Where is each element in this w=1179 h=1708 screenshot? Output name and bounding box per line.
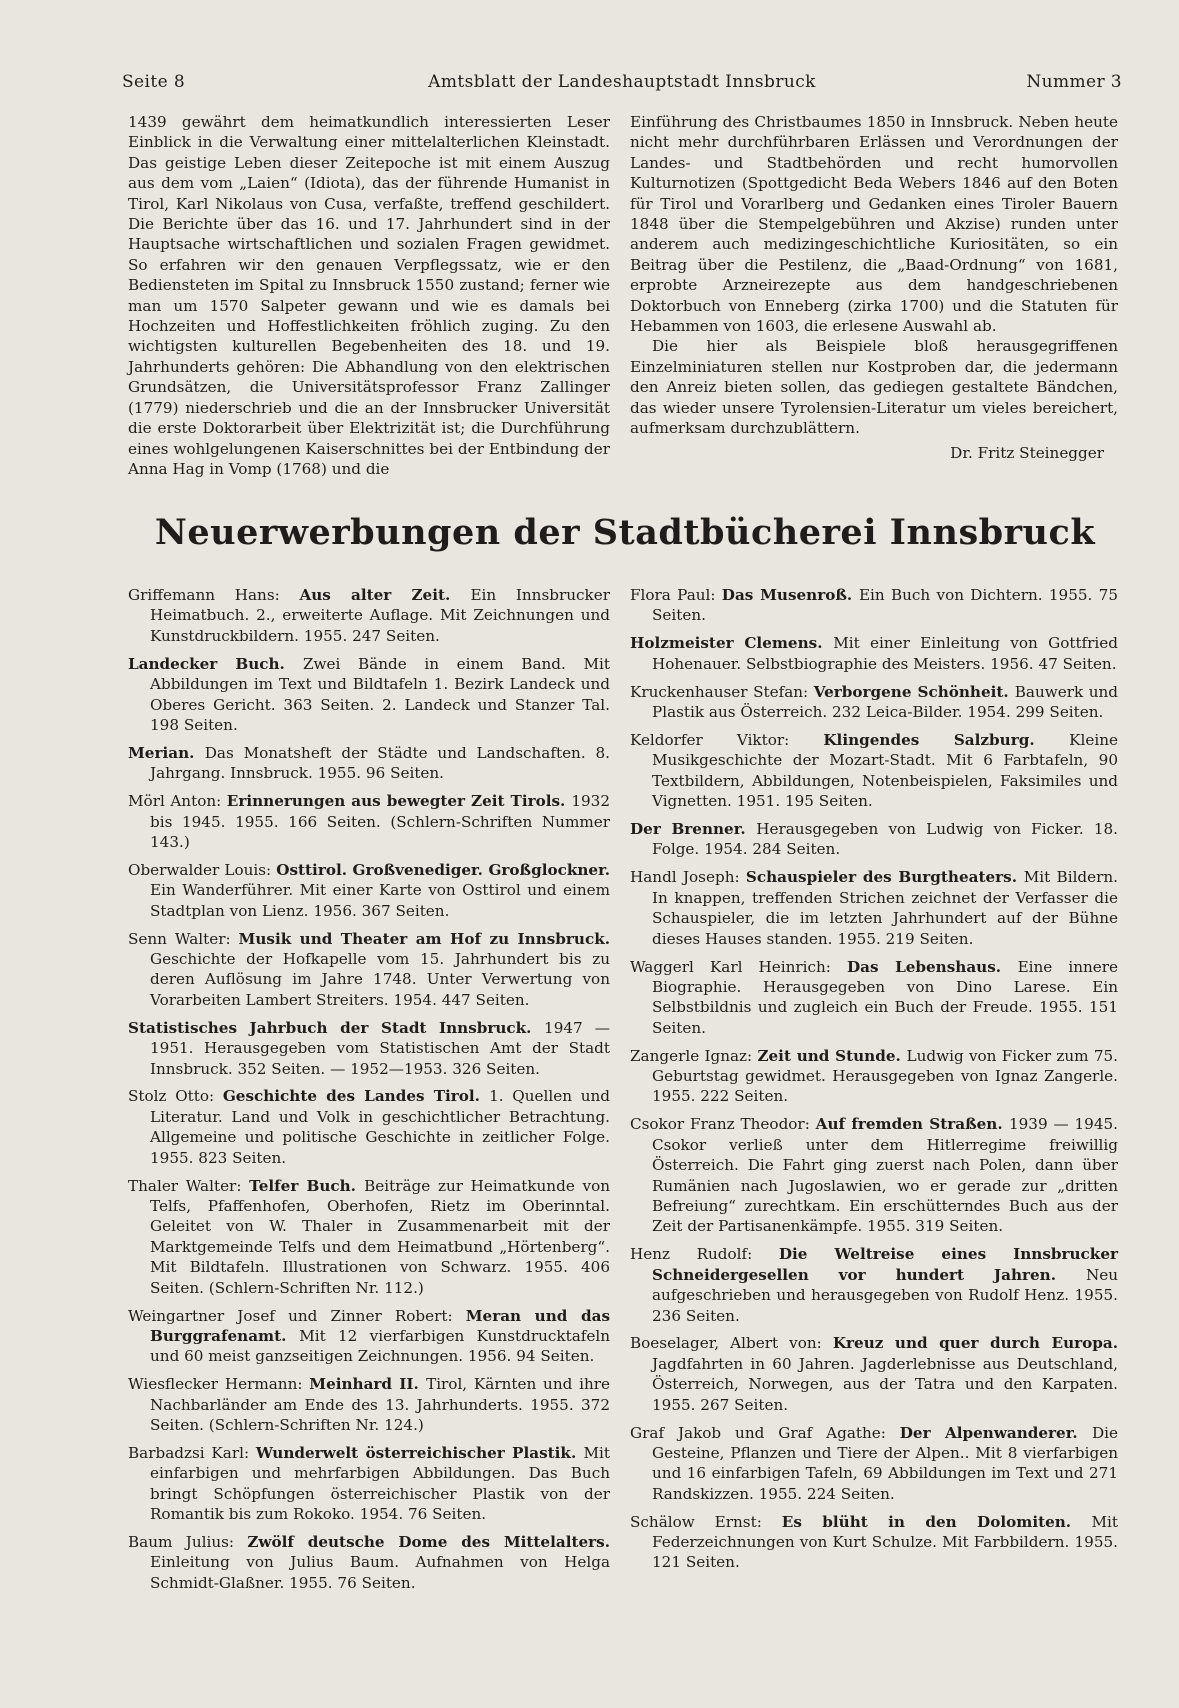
intro-paragraph: Die hier als Beispiele bloß herausgegriffenen Einzelminiaturen stellen nur Kostproben dar, die jedermann den Anreiz bieten sollen, das gediegen gestaltete Bändchen, das wieder unsere Tyrolensien-Literatur um vieles bereichert, aufmerksam durchzublättern. xyxy=(630,337,1118,438)
book-details: Kleine Musikgeschichte der Mozart-Stadt. Mit 6 Farbtafeln, 90 Textbildern, Abbildungen, Notenbeispielen, Faksimiles und Vignetten. 1951. 195 Seiten. xyxy=(652,730,1118,811)
book-details: Ein Innsbrucker Heimatbuch. 2., erweiterte Auflage. Mit Zeichnungen und Kunstdruckbildern. 1955. 247 Seiten. xyxy=(150,586,610,645)
book-entry xyxy=(630,1046,1118,1107)
book-author: Flora Paul: xyxy=(630,586,722,604)
book-title: Es blüht in den Dolomiten. xyxy=(781,1512,1092,1531)
book-title: Kreuz und quer durch Europa. xyxy=(832,1334,1118,1353)
book-title: Klingendes Salzburg. xyxy=(823,730,1070,749)
book-title: Osttirol. Großvenediger. Großglockner. xyxy=(276,860,610,879)
book-details: Beiträge zur Heimatkunde von Telfs, Pfaffenhofen, Oberhofen, Rietz im Oberinntal. Geleitet von W. Thaler in Zusammenarbeit mit der Marktgemeinde Telfs und dem Heimatbund „Hörtenberg“. Mit Bildtafeln. Illustrationen von Schwarz. 1955. 406 Seiten. (Schlern-Schriften Nr. 112.) xyxy=(150,1176,611,1297)
book-title: Meran und das Burggrafenamt. xyxy=(150,1306,610,1345)
book-author: Senn Walter: xyxy=(128,929,239,948)
book-title: Telfer Buch. xyxy=(249,1176,365,1195)
book-details: Bauwerk und Plastik aus Österreich. 232 Leica-Bilder. 1954. 299 Seiten. xyxy=(652,682,1119,722)
journal-title: Amtsblatt der Landeshauptstadt Innsbruck xyxy=(428,72,816,92)
book-details: 1. Quellen und Literatur. Land und Volk in geschichtlicher Betrachtung. Allgemeine und politische Geschichte in zeitlicher Folge. 1955. 823 Seiten. xyxy=(150,1087,610,1167)
book-entry xyxy=(630,1512,1118,1573)
book-entry xyxy=(630,1114,1118,1236)
book-title: Das Lebenshaus. xyxy=(846,957,1018,976)
book-entry xyxy=(128,1374,610,1435)
book-author: Weingartner Josef und Zinner Robert: xyxy=(128,1306,466,1325)
book-entry xyxy=(128,1443,610,1525)
book-details: Einleitung von Julius Baum. Aufnahmen von Helga Schmidt-Glaßner. 1955. 76 Seiten. xyxy=(150,1553,610,1592)
book-details: 1939 — 1945. Csokor verließ unter dem Hitlerregime freiwillig Österreich. Die Fahrt ging zuerst nach Polen, dann über Rumänien nach Jugoslawien, wo er gerade zur „dritten Befreiung“ zurechtkam. Ein erschütterndes Buch aus der Zeit der Partisanenkämpfe. 1955. 319 Seiten. xyxy=(652,1115,1118,1236)
book-title: Der Alpenwanderer. xyxy=(899,1423,1092,1442)
book-title: Auf fremden Straßen. xyxy=(815,1115,1009,1134)
book-entry xyxy=(630,1423,1118,1505)
author-signature: Dr. Fritz Steinegger xyxy=(950,443,1104,462)
book-author: Graf Jakob und Graf Agathe: xyxy=(630,1423,900,1442)
book-author: Wiesflecker Hermann: xyxy=(128,1375,310,1394)
book-title: Erinnerungen aus bewegter Zeit Tirols. xyxy=(226,792,572,811)
book-author: Henz Rudolf: xyxy=(630,1245,779,1264)
book-entry xyxy=(128,860,610,921)
book-entry xyxy=(630,682,1118,723)
book-entry xyxy=(630,867,1118,949)
book-author: Keldorfer Viktor: xyxy=(630,730,824,749)
book-details: Das Monatsheft der Städte und Landschaften. 8. Jahrgang. Innsbruck. 1955. 96 Seiten. xyxy=(150,743,611,783)
book-entry xyxy=(128,791,610,852)
book-details: Neu aufgeschrieben und herausgegeben von Rudolf Henz. 1955. 236 Seiten. xyxy=(652,1265,1118,1325)
book-title: Statistisches Jahrbuch der Stadt Innsbruck. xyxy=(128,1018,545,1037)
book-author: Kruckenhauser Stefan: xyxy=(630,682,814,701)
book-entry xyxy=(128,929,610,1011)
book-entry xyxy=(630,633,1118,674)
book-details: Ein Buch von Dichtern. 1955. 75 Seiten. xyxy=(652,586,1118,625)
book-author: Stolz Otto: xyxy=(128,1087,223,1106)
book-title: Verborgene Schönheit. xyxy=(813,682,1015,701)
book-title: Die Weltreise eines Innsbrucker Schneidergesellen vor hundert Jahren. xyxy=(652,1245,1118,1284)
book-author: Baum Julius: xyxy=(128,1533,248,1552)
book-details: Mit 12 vierfarbigen Kunstdrucktafeln und 60 meist ganzseitigen Zeichnungen. 1956. 94 Seiten. xyxy=(150,1326,610,1366)
book-details: Ludwig von Ficker zum 75. Geburtstag gewidmet. Herausgegeben von Ignaz Zangerle. 1955. 222 Seiten. xyxy=(652,1046,1118,1106)
page-number: Seite 8 xyxy=(122,72,186,92)
book-entry xyxy=(630,585,1118,626)
book-author: Griffemann Hans: xyxy=(128,586,300,604)
book-details: Mit Bildern. In knappen, treffenden Strichen zeichnet der Verfasser die Schauspieler, die im letzten Jahrhundert auf der Bühne dieses Hauses standen. 1955. 219 Seiten. xyxy=(652,868,1119,948)
book-entry xyxy=(128,585,610,646)
book-author: Handl Joseph: xyxy=(630,868,746,887)
book-details: Mit einfarbigen und mehrfarbigen Abbildungen. Das Buch bringt Schöpfungen österreichischer Plastik von der Romantik bis zum Rokoko. 1954. 76 Seiten. xyxy=(150,1443,610,1524)
book-author: Zangerle Ignaz: xyxy=(630,1046,758,1065)
section-heading: Neuerwerbungen der Stadtbücherei Innsbruck xyxy=(154,512,1096,553)
book-entry xyxy=(128,1018,610,1079)
book-details: Geschichte der Hofkapelle vom 15. Jahrhundert bis zu deren Auflösung im Jahre 1748. Unter Verwertung von Vorarbeiten Lambert Streiters. 1954. 447 Seiten. xyxy=(150,950,610,1009)
book-author: Barbadzsi Karl: xyxy=(128,1443,256,1462)
book-list-left xyxy=(128,585,610,1601)
book-author: Schälow Ernst: xyxy=(630,1512,782,1531)
book-entry xyxy=(630,1333,1118,1415)
book-entry xyxy=(128,1532,610,1593)
book-details: Mit Federzeichnungen von Kurt Schulze. Mit Farbbildern. 1955. 121 Seiten. xyxy=(652,1512,1118,1572)
book-title: Geschichte des Landes Tirol. xyxy=(222,1087,490,1106)
book-author: Boeselager, Albert von: xyxy=(630,1334,833,1353)
book-title: Meinhard II. xyxy=(309,1375,427,1394)
book-entry xyxy=(128,1176,610,1298)
book-title: Landecker Buch. xyxy=(128,654,303,673)
book-details: Tirol, Kärnten und ihre Nachbarländer am Ende des 13. Jahrhunderts. 1955. 372 Seiten. (Schlern-Schriften Nr. 124.) xyxy=(150,1375,610,1435)
book-title: Wunderwelt österreichischer Plastik. xyxy=(255,1443,584,1462)
book-details: Die Gesteine, Pflanzen und Tiere der Alpen.. Mit 8 vierfarbigen und 16 einfarbigen Tafeln, 69 Abbildungen im Text und 271 Randskizzen. 1955. 224 Seiten. xyxy=(652,1423,1118,1503)
book-title: Der Brenner. xyxy=(630,820,757,839)
book-list-right xyxy=(630,585,1118,1580)
book-author: Mörl Anton: xyxy=(128,792,227,811)
book-details: Ein Wanderführer. Mit einer Karte von Osttirol und einem Stadtplan von Lienz. 1956. 367 Seiten. xyxy=(150,881,610,920)
book-details: Zwei Bände in einem Band. Mit Abbildungen im Text und Bildtafeln 1. Bezirk Landeck und Oberes Gericht. 363 Seiten. 2. Landeck und Stanzer Tal. 198 Seiten. xyxy=(150,654,610,734)
book-entry xyxy=(128,1306,610,1367)
book-author: Oberwalder Louis: xyxy=(128,860,277,879)
book-title: Zwölf deutsche Dome des Mittelalters. xyxy=(247,1533,610,1552)
issue-number: Nummer 3 xyxy=(1026,72,1122,92)
book-details: Jagdfahrten in 60 Jahren. Jagderlebnisse aus Deutschland, Österreich, Norwegen, aus der Tatra und den Karpaten. 1955. 267 Seiten. xyxy=(652,1354,1118,1414)
book-entry xyxy=(630,819,1118,860)
book-author: Waggerl Karl Heinrich: xyxy=(630,957,847,976)
page-header xyxy=(122,72,1122,98)
book-entry xyxy=(630,957,1118,1039)
book-title: Das Musenroß. xyxy=(721,586,859,604)
book-title: Aus alter Zeit. xyxy=(299,586,471,604)
book-details: 1947 — 1951. Herausgegeben vom Statistischen Amt der Stadt Innsbruck. 352 Seiten. — 1952—1953. 326 Seiten. xyxy=(150,1018,610,1078)
intro-paragraph: Einführung des Christbaumes 1850 in Innsbruck. Neben heute nicht mehr durchführbaren Erlässen und Verordnungen der Landes- und Stadtbehörden und recht humorvollen Kulturnotizen (Spottgedicht Beda Webers 1846 auf den Boten für Tirol und Vorarlberg und Gedanken eines Tiroler Bauern 1848 über die Stempelgebühren und Akzise) runden unter anderem auch medizingeschichtliche Kuriositäten, so ein Beitrag über die Pestilenz, die „Baad-Ordnung“ von 1681, erprobte Arzneirezepte aus dem handgeschriebenen Doktorbuch von Enneberg (zirka 1700) und die Statuten für Hebammen von 1603, die erlesene Auswahl ab. xyxy=(630,113,1118,336)
book-title: Holzmeister Clemens. xyxy=(630,634,834,653)
book-entry xyxy=(128,1086,610,1168)
book-details: 1932 bis 1945. 1955. 166 Seiten. (Schlern-Schriften Nummer 143.) xyxy=(150,792,610,851)
book-title: Schauspieler des Burgtheaters. xyxy=(745,868,1024,887)
book-author: Csokor Franz Theodor: xyxy=(630,1115,816,1134)
book-entry xyxy=(630,1244,1118,1326)
book-title: Zeit und Stunde. xyxy=(757,1046,907,1065)
book-author: Thaler Walter: xyxy=(128,1176,250,1195)
intro-paragraph: 1439 gewährt dem heimatkundlich interessierten Leser Einblick in die Verwaltung einer mittelalterlichen Kleinstadt. Das geistige Leben dieser Zeitepoche ist mit einem Auszug aus dem vom „Laien“ (Idiota), das der führende Humanist in Tirol, Karl Nikolaus von Cusa, verfaßte, treffend geschildert. Die Berichte über das 16. und 17. Jahrhundert sind in der Hauptsache wirtschaftlichen und sozialen Fragen gewidmet. So erfahren wir den genauen Verpflegssatz, wie er den Bediensteten im Spital zu Innsbruck 1550 zustand; ferner wie man um 1570 Salpeter gewann und wie es damals bei Hochzeiten und Hoffestlichkeiten fröhlich zuging. Zu den wichtigsten kulturellen Begebenheiten des 18. und 19. Jahrhunderts gehören: Die Abhandlung von den elektrischen Grundsätzen, die Universitätsprofessor Franz Zallinger (1779) niederschrieb und die an der Innsbrucker Universität die erste Doktorarbeit über Elektrizität ist; die Durchführung eines wohlgelungenen Kaiserschnittes bei der Entbindung der Anna Hag in Vomp (1768) und die xyxy=(128,113,610,478)
book-details: Herausgegeben von Ludwig von Ficker. 18. Folge. 1954. 284 Seiten. xyxy=(652,820,1118,859)
book-entry xyxy=(128,654,610,736)
book-title: Merian. xyxy=(128,743,205,762)
book-details: Mit einer Einleitung von Gottfried Hohenauer. Selbstbiographie des Meisters. 1956. 47 Seiten. xyxy=(652,634,1118,673)
intro-column-right xyxy=(630,112,1118,463)
book-entry xyxy=(630,730,1118,812)
book-details: Eine innere Biographie. Herausgegeben von Dino Larese. Ein Selbstbildnis und zugleich ein Buch der Freude. 1955. 151 Seiten. xyxy=(652,957,1118,1037)
book-entry xyxy=(128,743,610,784)
book-title: Musik und Theater am Hof zu Innsbruck. xyxy=(238,929,611,948)
intro-column-left xyxy=(128,112,610,479)
